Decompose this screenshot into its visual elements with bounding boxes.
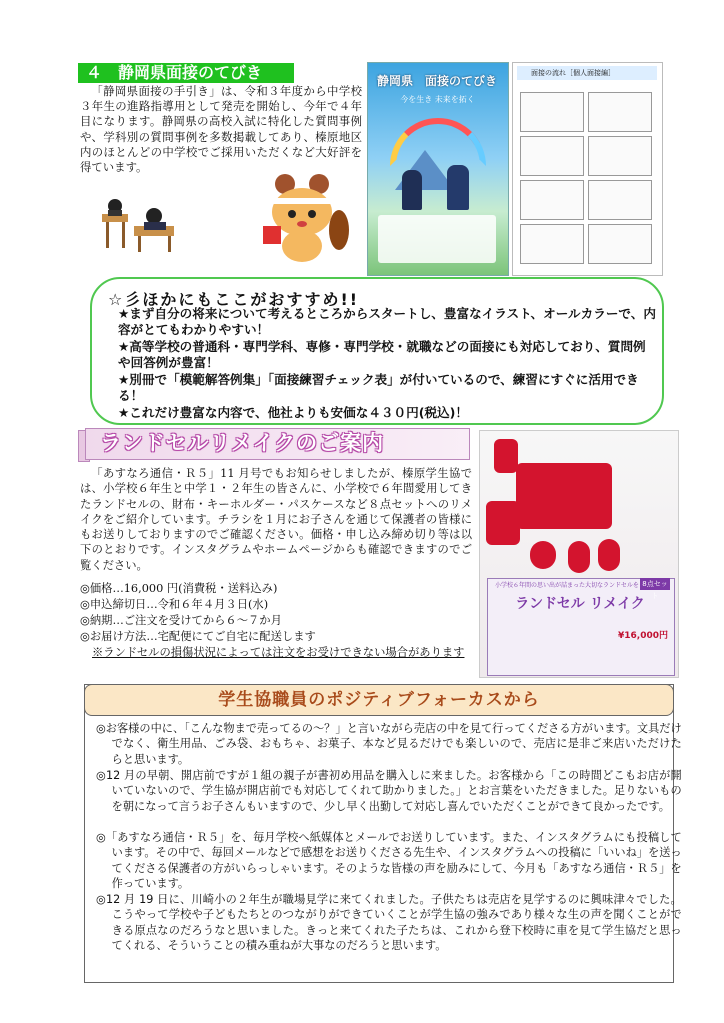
cover-info-box bbox=[378, 215, 496, 263]
recommend-item: ★別冊で「模範解答例集」「面接練習チェック表」が付いているので、練習にすぐに活用できる！ bbox=[118, 372, 639, 404]
case-product bbox=[494, 439, 518, 473]
keyholder-product bbox=[568, 541, 590, 573]
pass-case-product bbox=[486, 501, 520, 545]
keyholder-product bbox=[598, 539, 620, 571]
flyer-badge: 8点セット bbox=[640, 578, 670, 590]
randoseru-note: ※ランドセルの損傷状況によっては注文をお受けできない場合があります bbox=[92, 646, 465, 659]
cover-subtitle: 今を生き 未来を拓く bbox=[400, 95, 475, 104]
flyer-subtitle: 小学校６年間の思い出が詰まった大切なランドセルを bbox=[495, 582, 639, 589]
randoseru-price-line: ◎価格…16,000 円(消費税・送料込み) bbox=[80, 582, 278, 595]
staff-item: ◎「あすなろ通信・Ｒ５」を、毎月学校へ紙媒体とメールでお送りしています。また、インスタグラムにも投稿しています。その中で、毎回メールなどで感想をお送りくださる先生や、インスタグラムへの投稿に「いいね」を送ってくださる保護者の方がいらっしゃいます。そのような皆様の声を励みにして、今月も「あすなろ通信・Ｒ５」を作っています。 bbox=[96, 831, 682, 891]
section-4-body: 「静岡県面接の手引き」は、令和３年度から中学校３年生の進路指導用として発売を開始し、今年で４年目になります。静岡県の高校入試に特化した質問事例や、学科別の質問事例を多数掲載してあり、榛原地区内のほとんどの中学校でご採用いただくなど大好評を得ています。 bbox=[80, 84, 362, 175]
inner-page-header: 面接の流れ［個人面接編］ bbox=[517, 66, 657, 80]
randoseru-deadline-line: ◎申込締切日…令和６年４月３日(水) bbox=[80, 598, 269, 611]
randoseru-delivery-method-line: ◎お届け方法…宅配便にてご自宅に配送します bbox=[80, 630, 316, 643]
inner-panel bbox=[520, 136, 584, 176]
randoseru-body: 「あすなろ通信・Ｒ５」11 月号でもお知らせしましたが、榛原学生協では、小学校６年生と中学１・２年生の皆さんに、小学校で６年間愛用してきたランドセルの、財布・キーホルダー・パスケースなど８点セットへのリメイクをご紹介しています。チラシを１月にお子さんを通じて保護者の皆様にもお送りしておりますのでご確認ください。価格・申し込み締め切り等は以下のとおりです。インスタグラムやホームページからも確認できますのでご覧ください。 bbox=[80, 467, 472, 572]
inner-panel bbox=[588, 136, 652, 176]
flyer-price: ¥16,000円 bbox=[618, 631, 668, 641]
staff-title: 学生協職員のポジティブフォーカスから bbox=[218, 690, 540, 710]
cover-title: 静岡県 面接のてびき bbox=[376, 74, 497, 88]
staff-item: ◎12 月 19 日に、川崎小の２年生が職場見学に来てくれました。子供たちは売店を見学するのに興味津々でした。こうやって学校や子どもたちとのつながりができていくことが学生協の強みであり様々な生の声を聞くことができる原点なのだろうなと思いました。きっと来てくれた子たちは、これから登下校時に車を見て学生協だと思ってくれる、そういうことの積み重ねが大事なのだろうと思います。 bbox=[96, 893, 682, 953]
staff-item: ◎お客様の中に、「こんな物まで売ってるの～？」と言いながら売店の中を見て行ってくださる方がいます。文具だけでなく、衛生用品、ごみ袋、おもちゃ、お菓子、本など見るだけでも楽しいので、売店に是非ご来店いただけたらと思います。 bbox=[96, 722, 682, 766]
recommend-item: ★これだけ豊富な内容で、他社よりも安価な４３０円(税込)！ bbox=[118, 405, 468, 420]
mascot-character-illustration bbox=[255, 170, 351, 266]
girl-student-figure bbox=[447, 165, 469, 210]
randoseru-title: ランドセルリメイクのご案内 bbox=[100, 431, 385, 455]
inner-panel bbox=[588, 92, 652, 132]
recommend-item: ★まず自分の将来について考えるところからスタートし、豊富なイラスト、オールカラーで、内容がとてもわかりやすい！ bbox=[118, 306, 656, 338]
students-at-desks-illustration bbox=[100, 196, 182, 254]
randoseru-delivery-time-line: ◎納期…ご注文を受けてから６～７か月 bbox=[80, 614, 282, 627]
inner-panel bbox=[588, 224, 652, 264]
inner-panel bbox=[588, 180, 652, 220]
keyholder-product bbox=[530, 541, 556, 569]
staff-item: ◎12 月の早朝、開店前ですが１組の親子が書初め用品を購入しに来ました。お客様から「この時間どこもお店が開いていないので、学生協が開店前でも対応してくれて助かりました。」とお言葉をいただきました。足りないものを朝になって言うお子さんもいますので、少し早く出勤して対応し喜んでいただくことができて良かったです。 bbox=[96, 769, 682, 813]
boy-student-figure bbox=[402, 170, 422, 210]
inner-panel bbox=[520, 180, 584, 220]
flyer-title: ランドセル リメイク bbox=[515, 596, 645, 612]
section-4-title: ４ 静岡県面接のてびき bbox=[78, 63, 294, 83]
recommend-item: ★高等学校の普通科・専門学科、専修・専門学校・就職などの面接にも対応しており、質問例や回答例が豊富！ bbox=[118, 339, 646, 371]
wallet-product bbox=[516, 463, 612, 529]
inner-panel bbox=[520, 92, 584, 132]
recommend-title: ☆彡ほかにもここがおすすめ!! bbox=[108, 290, 360, 309]
inner-panel bbox=[520, 224, 584, 264]
